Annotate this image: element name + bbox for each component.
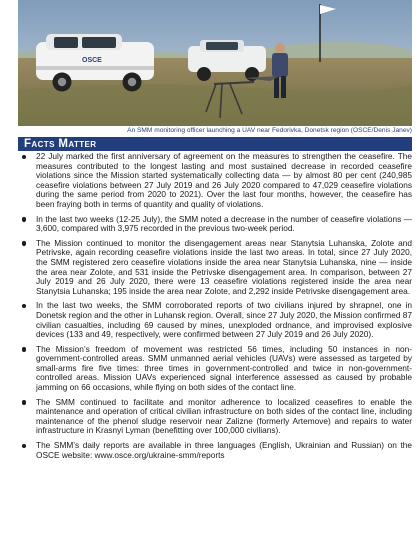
photo-caption: An SMM monitoring officer launching a UAV near Fedorivka, Donetsk region (OSCE/Denis Janev) [127, 127, 412, 134]
vehicle-lettering: OSCE [82, 57, 102, 64]
bullet-icon [22, 304, 26, 308]
section-banner [18, 137, 412, 151]
bullet-text: In the last two weeks (12-25 July), the SMM noted a decrease in the number of ceasefire violations — 3,600, compared with 3,975 recorded in the previous two-week period. [36, 213, 412, 234]
facts-content [18, 152, 412, 465]
uav-launch-photo [18, 0, 412, 126]
facts-list [18, 152, 412, 460]
list-item [18, 152, 412, 210]
bullet-text: In the last two weeks, the SMM corroborated reports of two civilians injured by shrapnel, one in Donetsk region and the other in Luhansk region. Overall, since 27 July 2020, the Mission confirmed 87 civilian casualties, including 69 caused by mines, unexploded ordnance, and improvised explosive devices (133 and 49, respectively, were confirmed between 27 July 2019 and 26 July 2020). [36, 300, 412, 340]
section-title: Facts Matter [24, 138, 97, 150]
list-item [18, 345, 412, 393]
bullet-icon [22, 217, 26, 221]
bullet-text: The SMM continued to facilitate and monitor adherence to localized ceasefires to enable the maintenance and operation of critical civilian infrastructure on both sides of the contact line, including maintenance of the phenol sludge reservoir near Zalizne (formerly Artemove) and repairs to water infrastructure in Krasnyi Lyman (benefitting over 100,000 civilians). [36, 396, 412, 436]
list-item [18, 215, 412, 234]
bullet-text: The SMM’s daily reports are available in three languages (English, Ukrainian and Russian) on the OSCE website: www.osce.org/ukraine-smm/reports [36, 440, 412, 460]
header-photo [18, 0, 412, 126]
bullet-icon [22, 444, 26, 448]
list-item [18, 239, 412, 297]
bullet-icon [22, 241, 26, 245]
list-item [18, 398, 412, 436]
bullet-icon [22, 347, 26, 351]
bullet-text: The Mission’s freedom of movement was restricted 56 times, including 50 instances in non-government-controlled areas. SMM unmanned aerial vehicles (UAVs) were assessed as targeted by small-arms fire five times: three times in government-controlled and twice in non-government-controlled areas. Mission UAVs experienced signal interference assessed as caused by probable jamming on 66 occasions, while flying on both sides of the contact line. [36, 343, 412, 393]
bullet-text: The Mission continued to monitor the disengagement areas near Stanytsia Luhanska, Zolote and Petrivske, again recording ceasefire violations inside the last two areas. In total, since 27 July 2020, the SMM registered zero ceasefire violations inside the area near Stanytsia Luhanska, nine — inside the area near Zolote, and 531 inside the Petrivske disengagement area. In comparison, between 27 July 2019 and 26 July 2020, there were 13 ceasefire violations registered inside the area near Stanytsia Luhanska; 195 inside the area near Zolote, and 2,292 inside Petrivske disengagement area. [36, 237, 412, 296]
list-item [18, 301, 412, 339]
bullet-text: 22 July marked the first anniversary of agreement on the measures to strengthen the ceasefire. The measures contributed to the longest lasting and most sustained decrease in recorded ceasefire violations since the Mission started systematically collecting data — by almost 80 per cent (240,985 ceasefire violations between 27 July 2019 and 26 July 2020 compared to 47,029 ceasefire violations during the same period from 2020 to 2021). Over the last four months, however, the ceasefire has been fraying both in terms of quantity and quality of violations. [36, 151, 412, 209]
bullet-icon [22, 400, 26, 404]
list-item [18, 441, 412, 460]
bullet-icon [22, 155, 26, 159]
